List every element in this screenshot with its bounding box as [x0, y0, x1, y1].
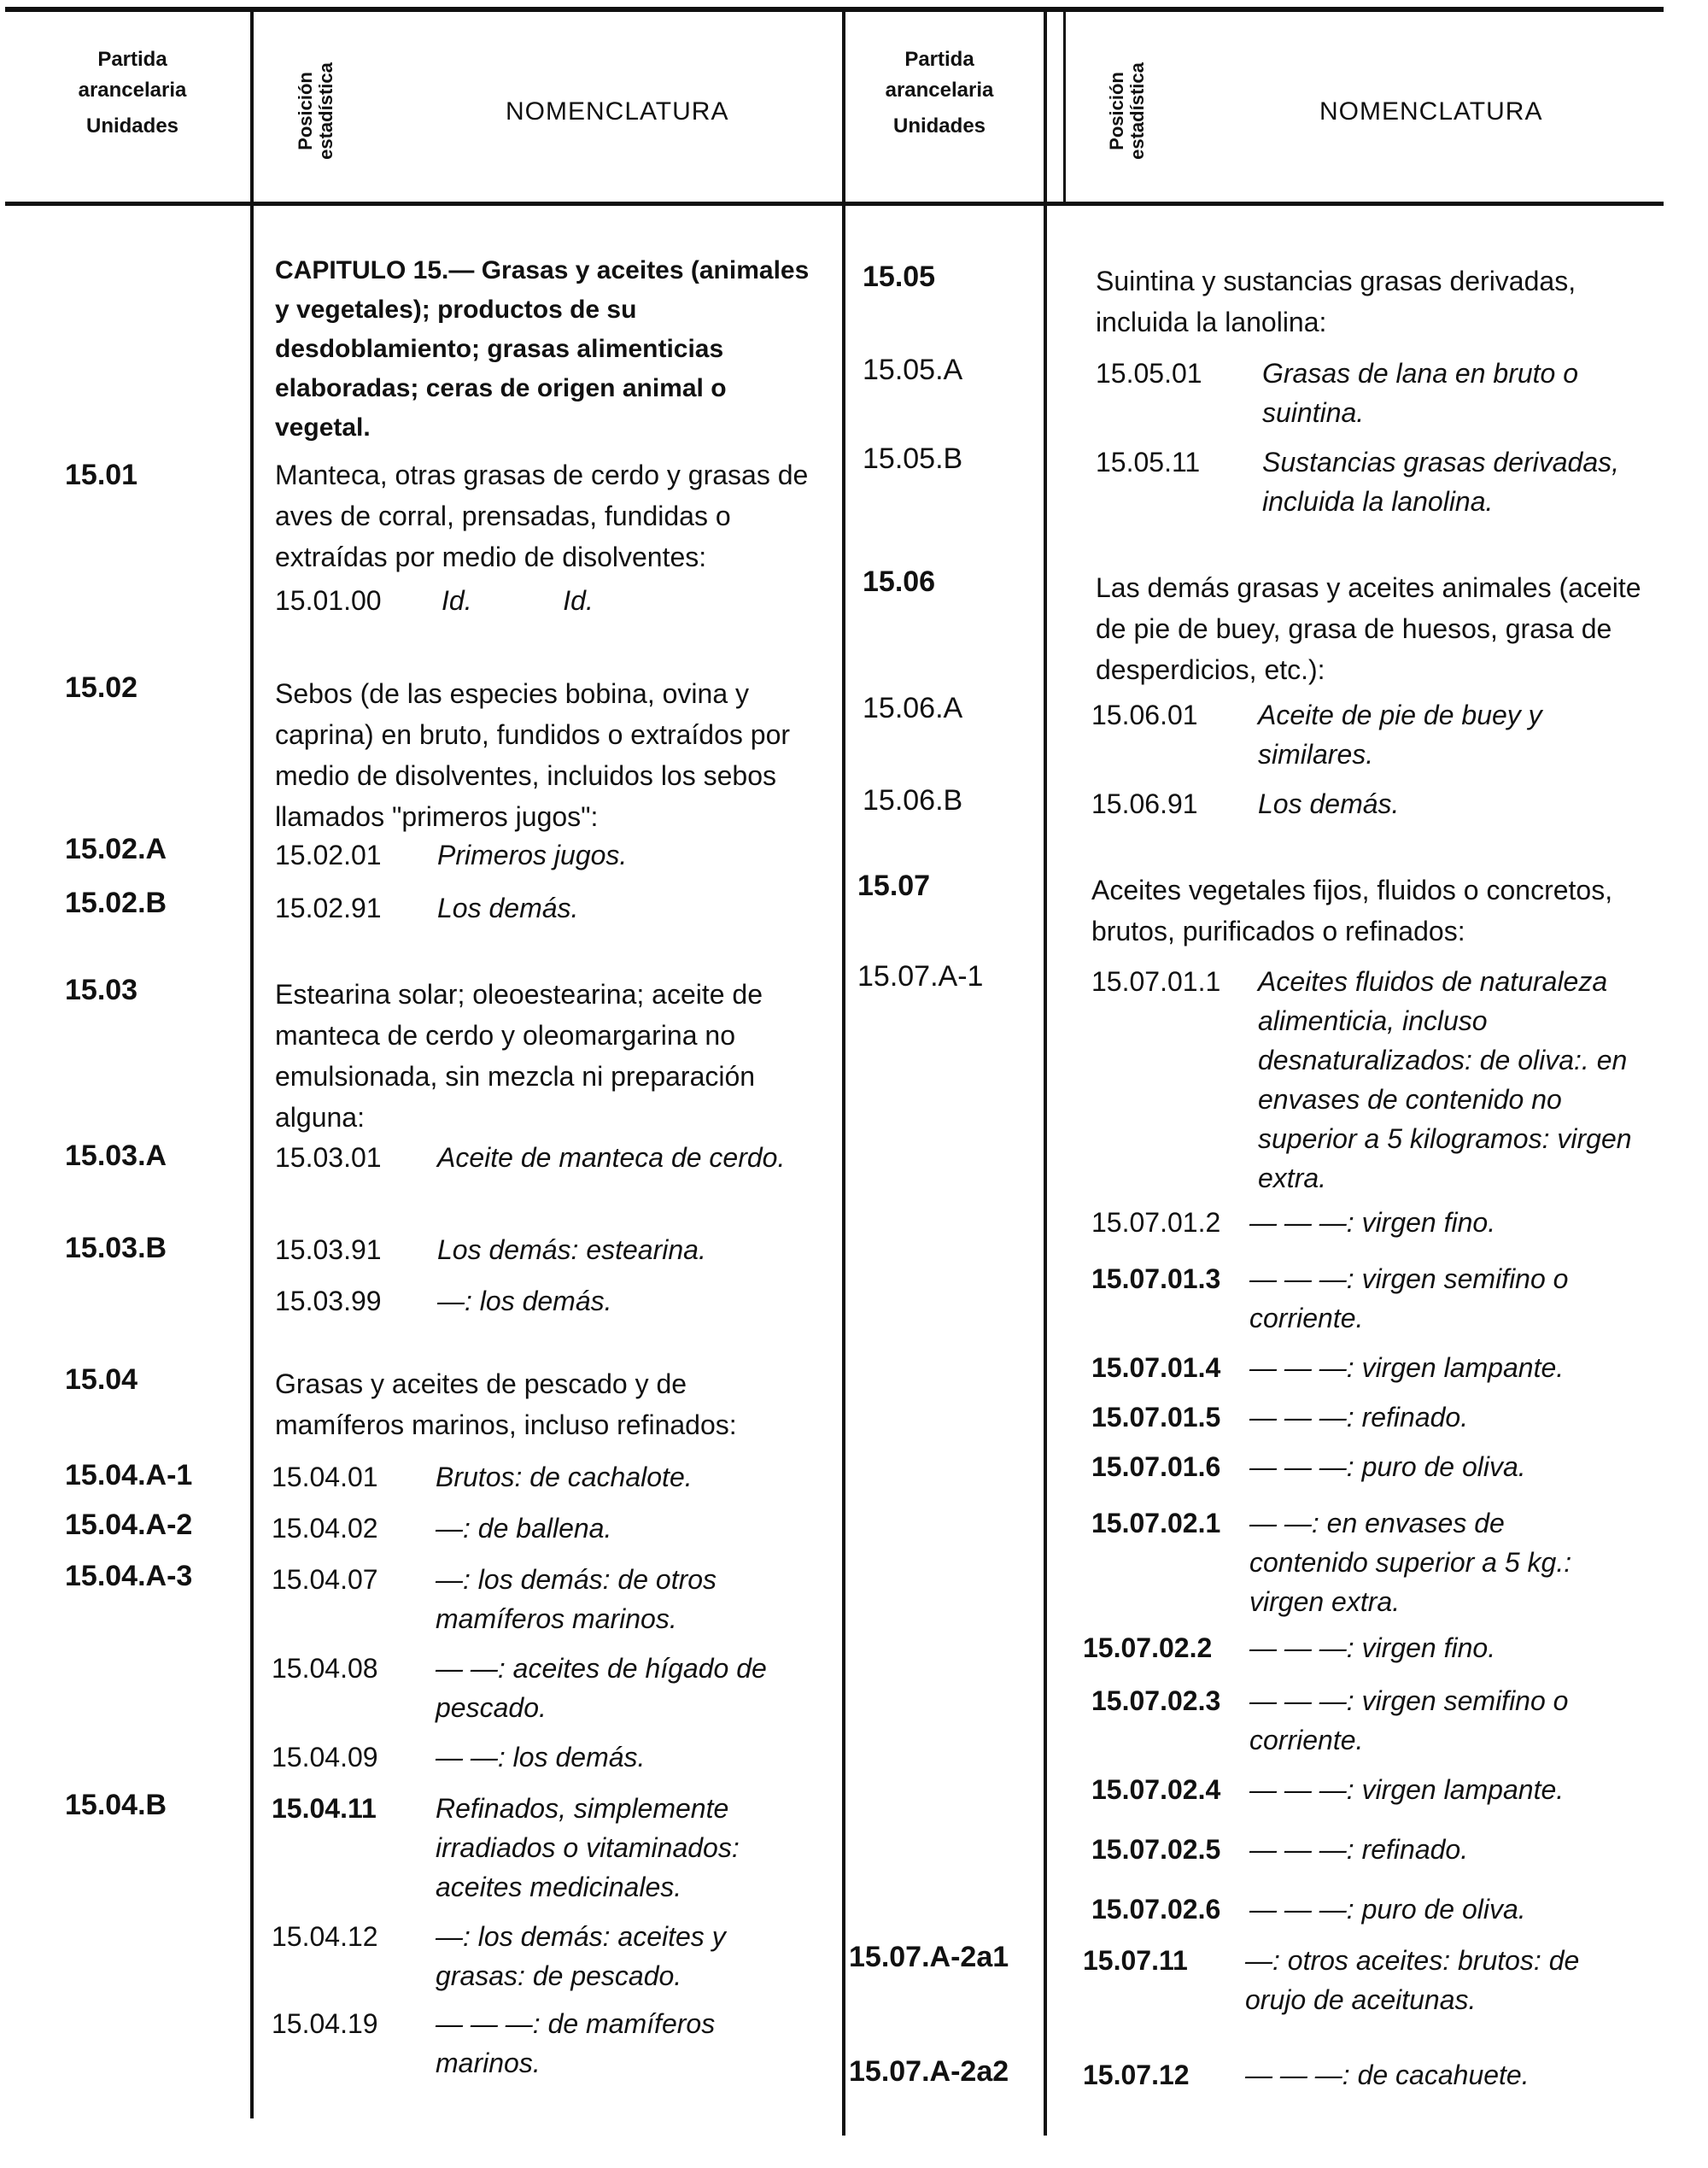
chapter-title: CAPITULO 15.— Grasas y aceites (animales y vegetales); productos de su desdoblamiento; grasas alimenticias elaboradas; ceras de origen animal o vegetal.: [275, 256, 810, 442]
text-15-04-02: —: de ballena.: [436, 1513, 612, 1544]
text-15-04-01: Brutos: de cachalote.: [436, 1462, 693, 1492]
code-15-03-91: 15.03.91: [275, 1234, 382, 1265]
text-15-04-07: —: los demás: de otros mamíferos marinos.: [436, 1564, 717, 1634]
text-15-04-11: Refinados, simplemente irradiados o vitaminados: aceites medicinales.: [436, 1793, 740, 1902]
text-15-01-00: Id. Id.: [442, 585, 594, 616]
code-15-06-01: 15.06.01: [1091, 700, 1198, 730]
text-15-03-01: Aceite de manteca de cerdo.: [437, 1142, 786, 1173]
code-15-07-02-1: 15.07.02.1: [1091, 1508, 1221, 1538]
code-15-05-01: 15.05.01: [1096, 358, 1202, 389]
partida-15-07-A-2a1: 15.07.A-2a1: [849, 1941, 1009, 1973]
code-15-03-01: 15.03.01: [275, 1142, 382, 1173]
header-posicion-line2: estadística: [315, 62, 336, 160]
partida-15-02-A: 15.02.A: [65, 833, 167, 865]
code-15-07-02-6: 15.07.02.6: [1091, 1894, 1221, 1925]
code-15-01-00: 15.01.00: [275, 585, 382, 616]
code-15-04-07: 15.04.07: [272, 1564, 378, 1595]
header-nomenclatura-left: NOMENCLATURA: [506, 97, 729, 126]
text-15-07-02-2: — — —: virgen fino.: [1249, 1632, 1496, 1663]
partida-15-03-B: 15.03.B: [65, 1232, 167, 1264]
code-15-04-01: 15.04.01: [272, 1462, 378, 1492]
partida-15-06-A: 15.06.A: [863, 692, 963, 724]
text-15-04-08: — —: aceites de hígado de pescado.: [436, 1653, 767, 1723]
partida-15-05-A: 15.05.A: [863, 354, 963, 386]
text-15-05-01: Grasas de lana en bruto o suintina.: [1262, 358, 1579, 428]
text-15-07-01-6: — — —: puro de oliva.: [1249, 1451, 1526, 1482]
text-15-07-01-5: — — —: refinado.: [1249, 1402, 1469, 1433]
text-15-07-02-3: — — —: virgen semifino o corriente.: [1249, 1685, 1569, 1755]
header-nomenclatura-right: NOMENCLATURA: [1319, 97, 1543, 126]
header-posicion-line1: Posición: [1106, 72, 1127, 150]
partida-15-03: 15.03: [65, 974, 138, 1006]
text-15-07-01-1: Aceites fluidos de naturaleza alimenticia, incluso desnaturalizados: de oliva:. en envases de contenido no superior a 5 kilogramos: virgen extra.: [1258, 966, 1632, 1193]
code-15-07-01-3: 15.07.01.3: [1091, 1263, 1221, 1294]
text-15-02-91: Los demás.: [437, 893, 579, 923]
header-bottom-rule: [5, 202, 1664, 206]
text-15-07-02-6: — — —: puro de oliva.: [1249, 1894, 1526, 1925]
code-15-07-02-3: 15.07.02.3: [1091, 1685, 1221, 1716]
code-15-04-02: 15.04.02: [272, 1513, 378, 1544]
code-15-07-01-4: 15.07.01.4: [1091, 1352, 1221, 1383]
text-15-02-01: Primeros jugos.: [437, 840, 628, 870]
code-15-07-01-1: 15.07.01.1: [1091, 966, 1221, 997]
desc-15-04: Grasas y aceites de pescado y de mamíferos marinos, incluso refinados:: [275, 1368, 737, 1440]
text-15-07-01-4: — — —: virgen lampante.: [1249, 1352, 1565, 1383]
text-15-05-11: Sustancias grasas derivadas, incluida la lanolina.: [1262, 447, 1619, 517]
code-15-07-11: 15.07.11: [1083, 1945, 1188, 1976]
header-posicion-line1: Posición: [295, 72, 316, 150]
partida-15-05-B: 15.05.B: [863, 442, 963, 475]
header-partida-line1: Partida: [97, 48, 167, 71]
text-15-07-02-1: — —: en envases de contenido superior a 5 kg.: virgen extra.: [1249, 1508, 1572, 1617]
header-partida-left: [34, 44, 231, 142]
desc-15-03: Estearina solar; oleoestearina; aceite de manteca de cerdo y oleomargarina no emulsionada, sin mezcla ni preparación alguna:: [275, 979, 763, 1133]
partida-15-05: 15.05: [863, 261, 936, 293]
text-15-03-99: —: los demás.: [437, 1286, 612, 1316]
desc-15-01: Manteca, otras grasas de cerdo y grasas de aves de corral, prensadas, fundidas o extraídas por medio de disolventes:: [275, 460, 809, 572]
header-partida-line3: Unidades: [85, 114, 179, 138]
header-partida-line2: arancelaria: [885, 79, 994, 102]
text-15-06-01: Aceite de pie de buey y similares.: [1258, 700, 1542, 770]
desc-15-06: Las demás grasas y aceites animales (aceite de pie de buey, grasa de huesos, grasa de desperdicios, etc.):: [1096, 572, 1641, 685]
partida-15-06-B: 15.06.B: [863, 784, 963, 817]
text-15-04-09: — —: los demás.: [436, 1742, 646, 1772]
col-divider-4-header: [1063, 9, 1066, 203]
partida-15-07-A-2a2: 15.07.A-2a2: [849, 2055, 1009, 2088]
code-15-07-02-4: 15.07.02.4: [1091, 1774, 1221, 1805]
desc-15-07: Aceites vegetales fijos, fluidos o concretos, brutos, purificados o refinados:: [1091, 875, 1613, 946]
code-15-02-01: 15.02.01: [275, 840, 382, 870]
text-15-04-19: — — —: de mamíferos marinos.: [436, 2008, 716, 2078]
text-15-07-11: —: otros aceites: brutos: de orujo de aceitunas.: [1245, 1945, 1580, 2015]
code-15-04-09: 15.04.09: [272, 1742, 378, 1772]
partida-15-04-B: 15.04.B: [65, 1789, 167, 1821]
partida-15-04: 15.04: [65, 1363, 138, 1396]
code-15-07-12: 15.07.12: [1083, 2060, 1190, 2090]
header-posicion-left: [295, 26, 347, 196]
code-15-05-11: 15.05.11: [1096, 447, 1201, 478]
desc-15-02: Sebos (de las especies bobina, ovina y caprina) en bruto, fundidos o extraídos por medio de disolventes, incluidos los sebos llamados "primeros jugos":: [275, 678, 791, 832]
text-15-07-02-4: — — —: virgen lampante.: [1249, 1774, 1565, 1805]
desc-15-05: Suintina y sustancias grasas derivadas, incluida la lanolina:: [1096, 266, 1576, 337]
text-15-07-02-5: — — —: refinado.: [1249, 1834, 1469, 1865]
top-rule: [5, 7, 1664, 12]
col-divider-3: [1044, 9, 1047, 2136]
header-partida-line3: Unidades: [892, 114, 986, 138]
partida-15-07: 15.07: [857, 870, 931, 902]
partida-15-06: 15.06: [863, 565, 936, 598]
partida-15-03-A: 15.03.A: [65, 1140, 167, 1172]
code-15-07-01-6: 15.07.01.6: [1091, 1451, 1221, 1482]
code-15-03-99: 15.03.99: [275, 1286, 382, 1316]
code-15-04-08: 15.04.08: [272, 1653, 378, 1684]
header-partida-right: [845, 44, 1033, 142]
code-15-07-02-2: 15.07.02.2: [1083, 1632, 1213, 1663]
text-15-03-91: Los demás: estearina.: [437, 1234, 706, 1265]
partida-15-04-A-3: 15.04.A-3: [65, 1560, 193, 1592]
header-posicion-line2: estadística: [1126, 62, 1148, 160]
text-15-07-01-3: — — —: virgen semifino o corriente.: [1249, 1263, 1569, 1333]
partida-15-02: 15.02: [65, 671, 138, 704]
col-divider-2: [842, 9, 845, 2136]
code-15-04-19: 15.04.19: [272, 2008, 378, 2039]
code-15-07-01-5: 15.07.01.5: [1091, 1402, 1221, 1433]
code-15-07-02-5: 15.07.02.5: [1091, 1834, 1221, 1865]
partida-15-01: 15.01: [65, 459, 138, 491]
partida-15-02-B: 15.02.B: [65, 887, 167, 919]
header-partida-line1: Partida: [904, 48, 974, 71]
code-15-06-91: 15.06.91: [1091, 788, 1198, 819]
col-divider-1: [250, 9, 254, 2118]
text-15-04-12: —: los demás: aceites y grasas: de pescado.: [436, 1921, 726, 1991]
code-15-02-91: 15.02.91: [275, 893, 382, 923]
partida-15-04-A-2: 15.04.A-2: [65, 1509, 193, 1541]
text-15-07-01-2: — — —: virgen fino.: [1249, 1207, 1496, 1238]
code-15-04-11: 15.04.11: [272, 1793, 377, 1824]
code-15-07-01-2: 15.07.01.2: [1091, 1207, 1221, 1238]
header-posicion-right: [1107, 26, 1158, 196]
code-15-04-12: 15.04.12: [272, 1921, 378, 1952]
header-partida-line2: arancelaria: [78, 79, 187, 102]
partida-15-07-A-1: 15.07.A-1: [857, 960, 984, 993]
text-15-06-91: Los demás.: [1258, 788, 1400, 819]
text-15-07-12: — — —: de cacahuete.: [1245, 2060, 1530, 2090]
partida-15-04-A-1: 15.04.A-1: [65, 1459, 193, 1491]
